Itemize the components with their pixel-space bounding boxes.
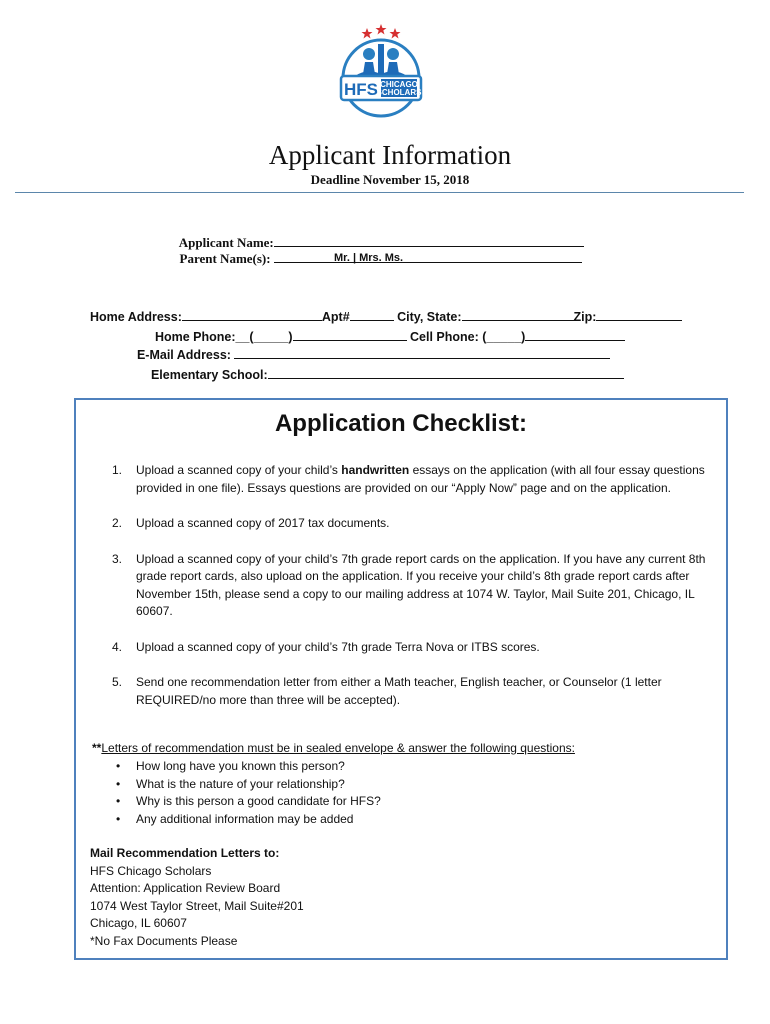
mail-line: Attention: Application Review Board — [90, 881, 281, 895]
svg-text:HFS: HFS — [344, 80, 378, 99]
svg-text:CHICAGO: CHICAGO — [380, 80, 418, 89]
list-item: 4. Upload a scanned copy of your child’s 7th grade Terra Nova or ITBS scores. — [112, 639, 540, 654]
recommendation-heading: **Letters of recommendation must be in sealed envelope & answer the following questions: — [92, 741, 575, 755]
list-item: • Why is this person a good candidate for HFS? — [112, 793, 381, 811]
home-address-label: Home Address: — [89, 310, 182, 324]
header-divider — [15, 192, 744, 193]
list-item: 2. Upload a scanned copy of 2017 tax documents. — [112, 516, 390, 530]
mail-line: 1074 West Taylor Street, Mail Suite#201 — [90, 898, 304, 913]
checklist-title: Application Checklist: — [274, 410, 528, 437]
mail-line: HFS Chicago Scholars — [90, 863, 212, 878]
school-label: Elementary School: — [150, 368, 268, 382]
apt-label: Apt# — [321, 310, 350, 324]
parent-titles: Mr. | Mrs. Ms. — [334, 252, 404, 264]
cell-phone-label: Cell Phone: ( — [410, 330, 487, 344]
school-field[interactable] — [268, 368, 624, 379]
list-item: 3. Upload a scanned copy of your child’s 7th grade report cards on the application. If you have any current 8th grade report cards, also upload on the application. If you receive your child’s 8th grade report cards after November 15th, please send a copy to our mailing address at 1074 W. Taylor, Mail Suite 201, Chicago, IL 60607. — [112, 551, 706, 618]
school-row — [144, 354, 624, 382]
page-title: Applicant Information — [268, 140, 512, 170]
mail-heading: Mail Recommendation Letters to: — [90, 846, 280, 860]
list-item: 5. Send one recommendation letter from either a Math teacher, English teacher, or Counselor (1 letter REQUIRED/no more than three will be accepted). — [112, 675, 662, 707]
parent-names-label: Parent Name(s): — [179, 251, 271, 266]
mail-address-block — [90, 845, 304, 950]
city-state-label: City, State: — [397, 310, 462, 324]
recommendation-questions — [112, 758, 381, 828]
mail-line: *No Fax Documents Please — [90, 933, 238, 948]
list-item: • How long have you known this person? — [112, 758, 381, 776]
list-item: • What is the nature of your relationship? — [112, 776, 381, 794]
svg-text:SCHOLARS: SCHOLARS — [376, 88, 422, 97]
deadline-text: Deadline November 15, 2018 — [310, 172, 470, 187]
home-phone-mask: __(_____) — [235, 330, 293, 344]
hfs-chicago-scholars-logo — [337, 22, 425, 118]
zip-label: Zip: — [573, 310, 597, 324]
applicant-name-label: Applicant Name: — [178, 235, 274, 250]
email-label: E-Mail Address: — [136, 348, 231, 362]
home-phone-label: Home Phone: — [154, 330, 236, 344]
cell-phone-mask: _____) — [486, 330, 526, 344]
checklist-items — [80, 462, 710, 727]
mail-line: Chicago, IL 60607 — [90, 916, 187, 930]
logo-emblem-icon — [337, 22, 425, 118]
parent-names-field[interactable] — [274, 252, 582, 263]
list-item: • Any additional information may be added — [112, 811, 381, 829]
list-item: 1. Upload a scanned copy of your child’s handwritten essays on the application (with all four essay questions provided in one file). Essays questions are provided on our “Apply Now” page and on the application. — [112, 463, 705, 495]
